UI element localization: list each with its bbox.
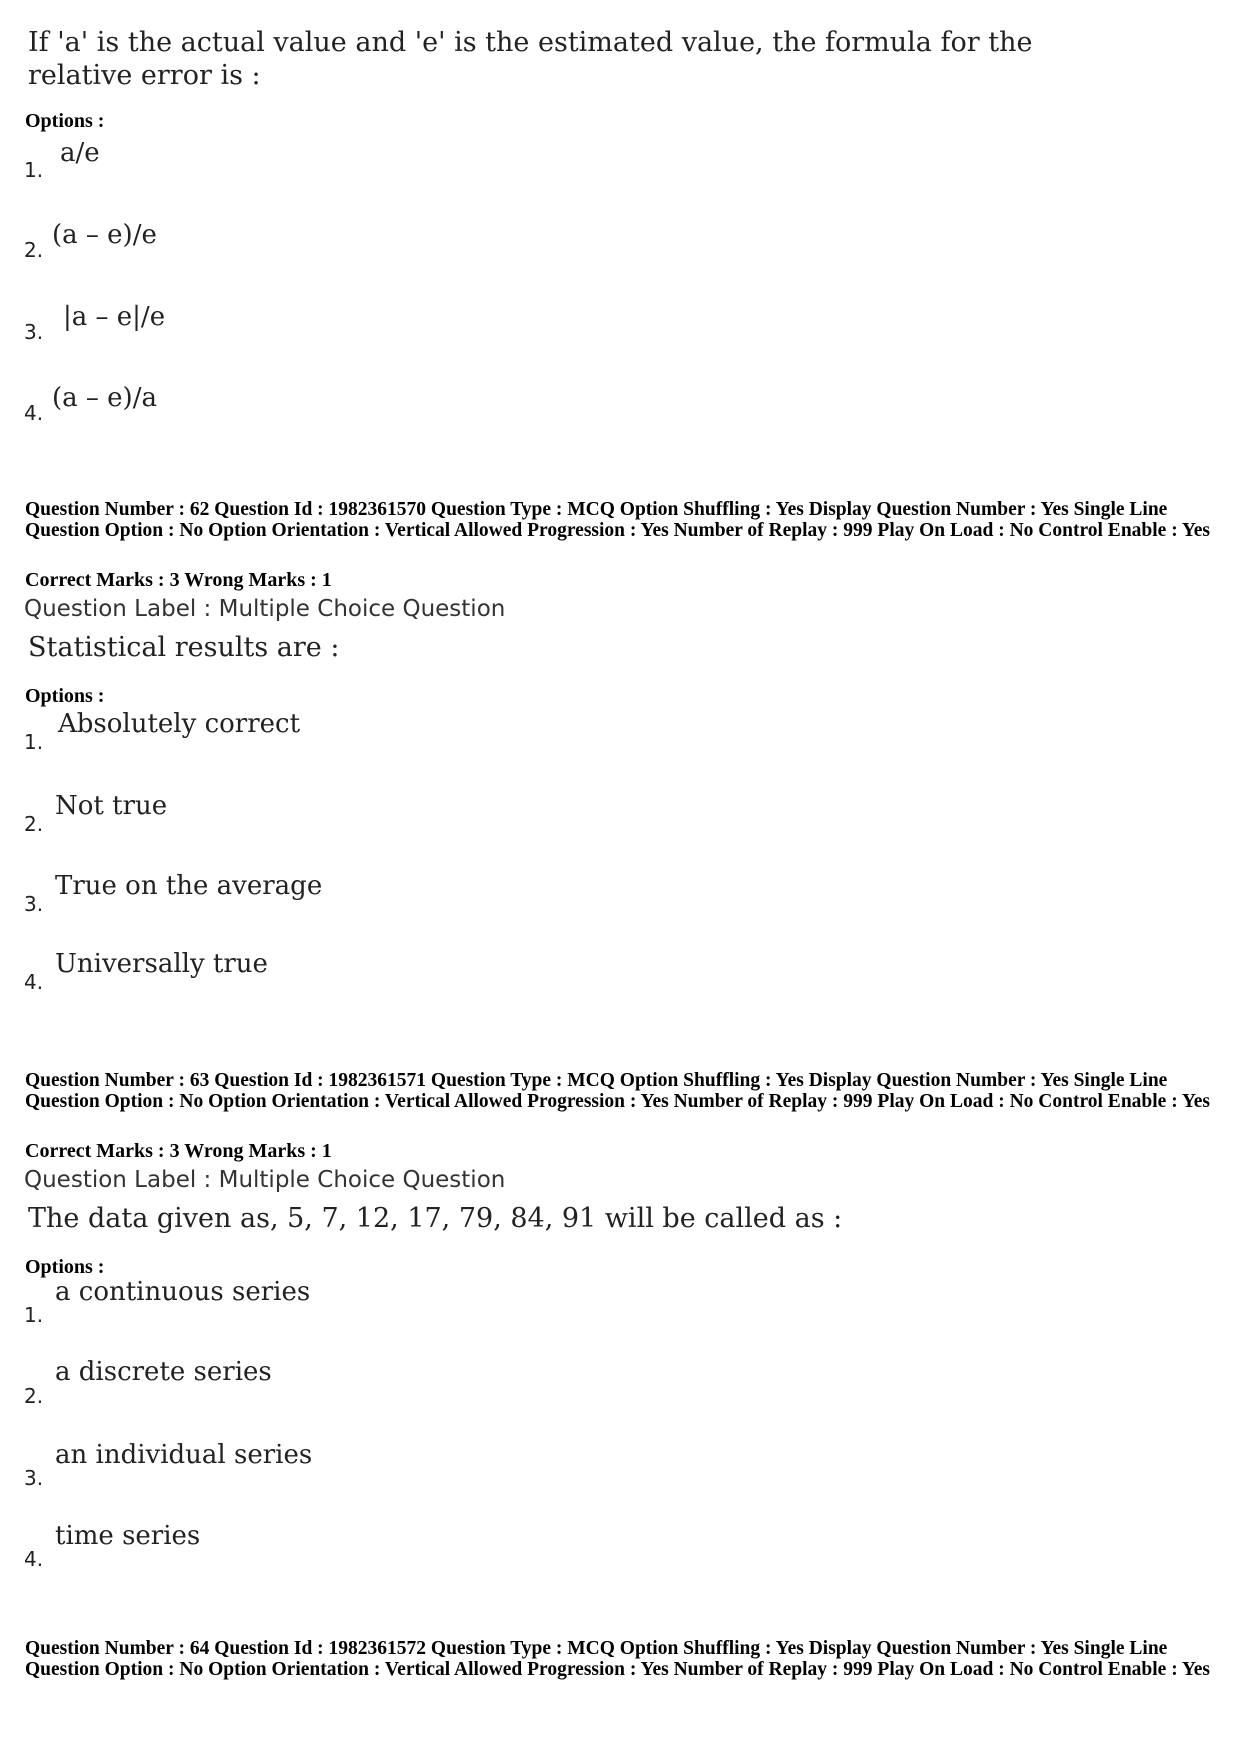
question-63-label: Question Label : Multiple Choice Question (24, 1167, 506, 1193)
option-text: a continuous series (55, 1277, 311, 1307)
option-number: 4. (24, 970, 44, 994)
option-number: 4. (24, 1547, 44, 1571)
question-62-label: Question Label : Multiple Choice Question (24, 596, 506, 622)
option-text: Universally true (55, 949, 268, 979)
option-text: Not true (55, 791, 168, 821)
option-number: 3. (24, 892, 44, 916)
question-63-marks: Correct Marks : 3 Wrong Marks : 1 (25, 1140, 332, 1162)
question-62-meta: Question Number : 62 Question Id : 1982361570 Question Type : MCQ Option Shuffling : Yes Display Question Number : Yes Single Line Question Option : No Option Orientation : Vertical Allowed Progression : Yes Number of Replay : 999 Play On Load : No Control Enable : Yes (25, 499, 1211, 541)
option-text: a discrete series (55, 1357, 272, 1387)
question-62-text: Statistical results are : (28, 632, 340, 663)
options-heading: Options : (25, 1256, 105, 1278)
option-number: 2. (24, 238, 44, 262)
question-62-marks: Correct Marks : 3 Wrong Marks : 1 (25, 569, 332, 591)
question-64-meta: Question Number : 64 Question Id : 1982361572 Question Type : MCQ Option Shuffling : Yes Display Question Number : Yes Single Line Question Option : No Option Orientation : Vertical Allowed Progression : Yes Number of Replay : 999 Play On Load : No Control Enable : Yes (25, 1638, 1211, 1680)
option-number: 4. (24, 401, 44, 425)
option-text: time series (55, 1521, 201, 1551)
option-number: 2. (24, 1384, 44, 1408)
option-text: a/e (60, 138, 100, 168)
option-text: True on the average (55, 871, 323, 901)
question-63-text: The data given as, 5, 7, 12, 17, 79, 84, 91 will be called as : (28, 1203, 843, 1234)
options-heading: Options : (25, 685, 105, 707)
option-number: 2. (24, 812, 44, 836)
option-text: an individual series (55, 1440, 313, 1470)
option-number: 1. (24, 730, 44, 754)
option-text: Absolutely correct (58, 709, 301, 739)
option-number: 3. (24, 1466, 44, 1490)
option-number: 3. (24, 320, 44, 344)
question-63-meta: Question Number : 63 Question Id : 1982361571 Question Type : MCQ Option Shuffling : Yes Display Question Number : Yes Single Line Question Option : No Option Orientation : Vertical Allowed Progression : Yes Number of Replay : 999 Play On Load : No Control Enable : Yes (25, 1070, 1211, 1112)
options-heading: Options : (25, 110, 105, 132)
option-text: |a – e|/e (63, 302, 166, 332)
question-61-text: If 'a' is the actual value and 'e' is the estimated value, the formula for the relative error is : (28, 27, 1033, 91)
option-text: (a – e)/a (52, 383, 157, 413)
option-text: (a – e)/e (52, 220, 157, 250)
option-number: 1. (24, 158, 44, 182)
option-number: 1. (24, 1303, 44, 1327)
